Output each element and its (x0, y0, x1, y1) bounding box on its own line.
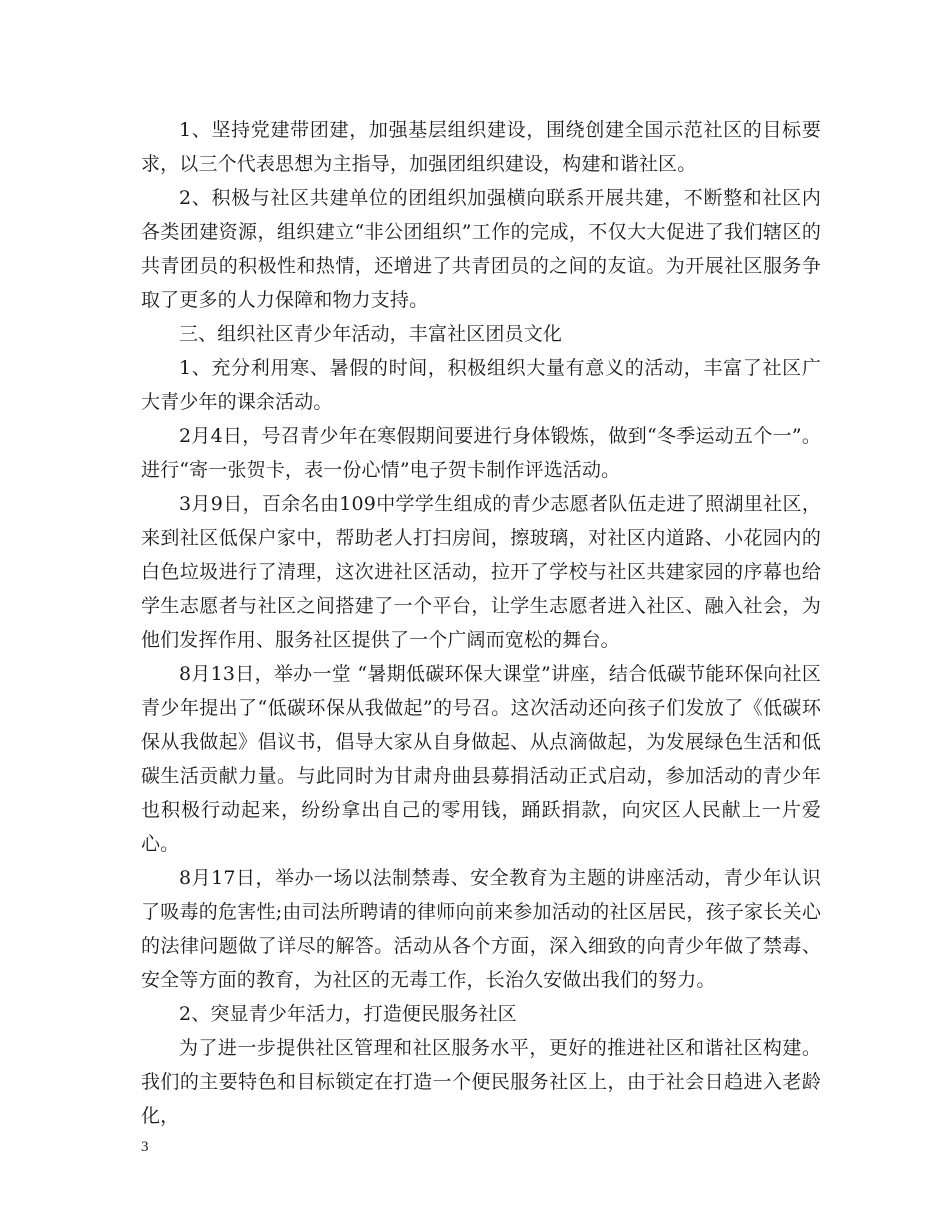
section-heading: 三、组织社区青少年活动，丰富社区团员文化 (179, 323, 563, 345)
paragraph-3: 1、充分利用寒、暑假的时间，积极组织大量有意义的活动，丰富了社区广大青少年的课余活动。 (141, 357, 821, 413)
paragraph-aug-17: 8月17日，举办一场以法制禁毒、安全教育为主题的讲座活动，青少年认识了吸毒的危害性;由司法所聘请的律师向前来参加活动的社区居民，孩子家长关心的法律问题做了详尽的解答。活动从各个方面，深入细致的向青少年做了禁毒、安全等方面的教育，为社区的无毒工作，长治久安做出我们的努力。 (141, 867, 821, 991)
paragraph-feb-4: 2月4日，号召青少年在寒假期间要进行身体锻炼，做到“冬季运动五个一”。进行“寄一张贺卡，表一份心情”电子贺卡制作评选活动。 (141, 425, 821, 481)
subsection-heading: 2、突显青少年活力，打造便民服务社区 (179, 1003, 517, 1025)
paragraph-final: 为了进一步提供社区管理和社区服务水平，更好的推进社区和谐社区构建。我们的主要特色和目标锁定在打造一个便民服务社区上，由于社会日趋进入老龄化， (141, 1037, 821, 1127)
page-number: 3 (141, 1139, 149, 1155)
paragraph-aug-13: 8月13日，举办一堂 “暑期低碳环保大课堂”讲座，结合低碳节能环保向社区青少年提出了“低碳环保从我做起”的号召。这次活动还向孩子们发放了《低碳环保从我做起》倡议书，倡导大家从自身做起、从点滴做起，为发展绿色生活和低碳生活贡献力量。与此同时为甘肃舟曲县募捐活动正式启动，参加活动的青少年也积极行动起来，纷纷拿出自己的零用钱，踊跃捐款，向灾区人民献上一片爱心。 (141, 663, 821, 855)
document-body (141, 113, 821, 1133)
paragraph-mar-9: 3月9日，百余名由109中学学生组成的青少志愿者队伍走进了照湖里社区，来到社区低保户家中，帮助老人打扫房间，擦玻璃，对社区内道路、小花园内的白色垃圾进行了清理，这次进社区活动，拉开了学校与社区共建家园的序幕也给学生志愿者与社区之间搭建了一个平台，让学生志愿者进入社区、融入社会，为他们发挥作用、服务社区提供了一个广阔而宽松的舞台。 (141, 493, 821, 651)
paragraph-2: 2、积极与社区共建单位的团组织加强横向联系开展共建，不断整和社区内各类团建资源，组织建立“非公团组织”工作的完成，不仅大大促进了我们辖区的共青团员的积极性和热情，还增进了共青团员的之间的友谊。为开展社区服务争取了更多的人力保障和物力支持。 (141, 187, 821, 311)
paragraph-1: 1、坚持党建带团建，加强基层组织建设，围绕创建全国示范社区的目标要求，以三个代表思想为主指导，加强团组织建设，构建和谐社区。 (141, 119, 821, 175)
